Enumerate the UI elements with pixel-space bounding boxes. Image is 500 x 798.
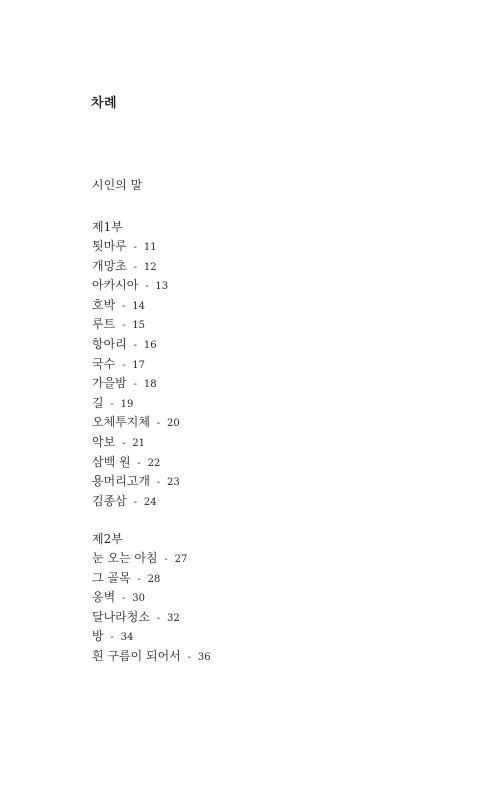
entry-page-number: 18	[143, 379, 157, 391]
entry-title: 가을밤	[92, 376, 127, 391]
entry-page-number: 23	[167, 477, 180, 489]
entry-title: 호박	[92, 297, 116, 312]
entry-page-number: 28	[147, 573, 161, 585]
entry-separator: -	[133, 242, 137, 253]
entry-title: 국수	[92, 356, 116, 371]
entry-separator: -	[122, 359, 126, 371]
toc-entry	[92, 394, 180, 414]
part-2-heading: 제2부	[92, 532, 123, 546]
entry-page-number: 17	[132, 359, 145, 371]
entry-separator: -	[156, 477, 161, 489]
entry-title: 흰 구름이 되어서	[92, 648, 181, 663]
toc-entry	[92, 355, 180, 375]
entry-page-number: 11	[143, 242, 157, 253]
entry-separator: -	[133, 261, 137, 273]
entry-page-number: 32	[167, 612, 180, 624]
entry-separator: -	[122, 437, 126, 449]
preface-entry: 시인의 말	[92, 178, 143, 192]
entry-title: 오체투지체	[92, 415, 150, 430]
entry-page-number: 36	[197, 651, 211, 663]
entry-title: 개망초	[92, 258, 127, 273]
entry-page-number: 14	[132, 300, 145, 312]
entry-title: 삼백 원	[92, 454, 131, 469]
toc-entry	[92, 433, 180, 453]
entry-separator: -	[164, 554, 168, 565]
entry-separator: -	[187, 651, 191, 663]
toc-entry	[92, 257, 180, 277]
entry-separator: -	[137, 573, 141, 585]
part-1-entries	[92, 237, 180, 511]
entry-separator: -	[133, 496, 137, 508]
part-2-section	[92, 529, 211, 667]
entry-separator: -	[137, 457, 141, 469]
entry-separator: -	[156, 612, 161, 624]
toc-entry	[92, 569, 211, 589]
entry-separator: -	[133, 379, 137, 391]
entry-page-number: 12	[143, 261, 157, 273]
entry-separator: -	[110, 398, 114, 410]
toc-entry	[92, 315, 180, 335]
toc-entry	[92, 413, 180, 433]
entry-title: 루트	[92, 317, 116, 332]
entry-title: 방	[92, 629, 104, 644]
toc-entry	[92, 237, 180, 257]
entry-separator: -	[122, 593, 126, 605]
toc-entry	[92, 647, 211, 667]
entry-page-number: 27	[174, 554, 188, 565]
entry-title: 툇마루	[92, 239, 127, 253]
toc-entry	[92, 549, 211, 569]
entry-title: 길	[92, 395, 104, 410]
part-1-section	[92, 217, 180, 511]
part-2-entries	[92, 549, 211, 667]
toc-entry	[92, 472, 180, 492]
toc-title: 차례	[91, 96, 118, 111]
entry-page-number: 13	[155, 281, 169, 293]
entry-separator: -	[156, 418, 161, 430]
entry-page-number: 21	[132, 437, 145, 449]
entry-page-number: 22	[147, 457, 161, 469]
entry-separator: -	[133, 339, 137, 351]
entry-page-number: 19	[120, 398, 134, 410]
toc-entry	[92, 296, 180, 316]
entry-title: 달나라청소	[92, 609, 150, 624]
entry-page-number: 34	[120, 632, 134, 644]
entry-title: 눈 오는 아침	[92, 551, 158, 565]
entry-separator: -	[145, 281, 149, 293]
entry-page-number: 20	[167, 418, 180, 430]
entry-page-number: 30	[132, 593, 145, 605]
toc-entry	[92, 276, 180, 296]
part-1-heading: 제1부	[92, 220, 123, 234]
entry-title: 항아리	[92, 336, 127, 351]
entry-title: 악보	[92, 434, 116, 449]
entry-separator: -	[110, 632, 114, 644]
entry-title: 김종삼	[92, 493, 127, 508]
toc-entry	[92, 335, 180, 355]
toc-entry	[92, 492, 180, 512]
entry-page-number: 16	[143, 339, 157, 351]
toc-entry	[92, 608, 211, 628]
toc-entry	[92, 627, 211, 647]
toc-entry	[92, 453, 180, 473]
toc-entry	[92, 374, 180, 394]
entry-title: 아카시아	[92, 278, 139, 293]
entry-title: 그 골목	[92, 570, 131, 585]
entry-title: 옹벽	[92, 590, 116, 605]
entry-title: 용머리고개	[92, 474, 150, 489]
toc-entry	[92, 588, 211, 608]
entry-separator: -	[122, 300, 126, 312]
entry-page-number: 15	[132, 320, 145, 332]
entry-page-number: 24	[143, 496, 157, 508]
entry-separator: -	[122, 320, 126, 332]
